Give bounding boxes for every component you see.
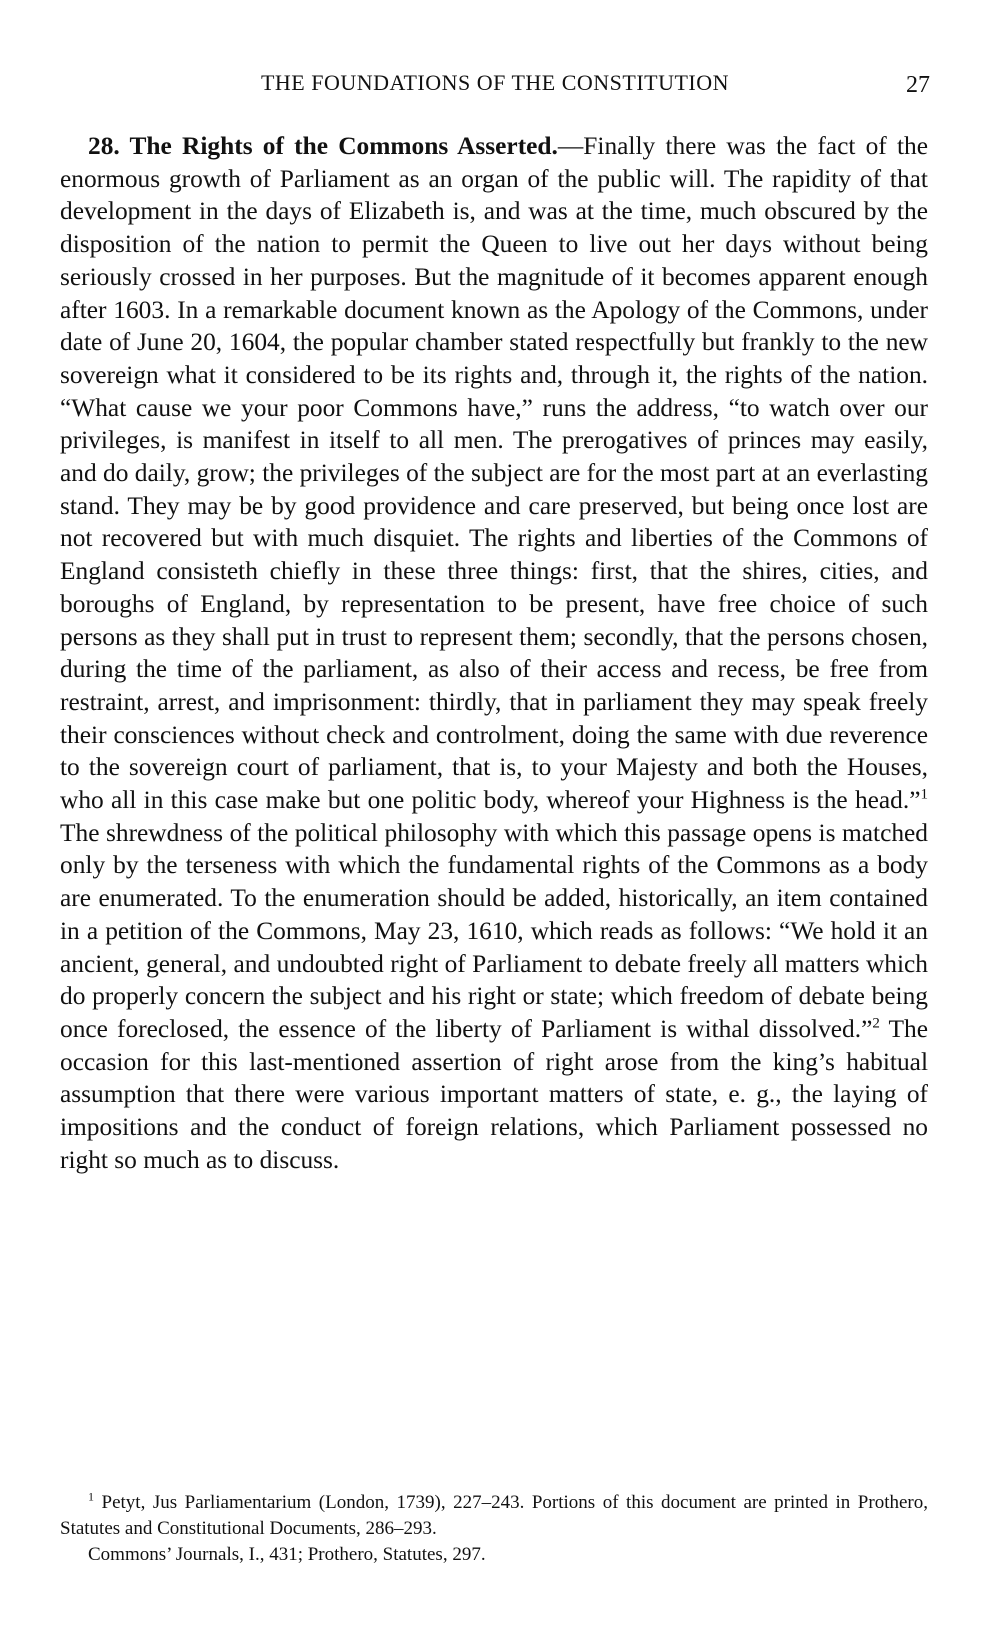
running-title: THE FOUNDATIONS OF THE CONSTITUTION <box>260 70 730 95</box>
section-paragraph <box>60 130 928 1177</box>
footnote-reference-1[interactable]: 1 <box>920 786 928 803</box>
footnote-1-text: Petyt, Jus Parliamentarium (London, 1739), 227–243. Portions of this document are printed in Prothero, Statutes and Constitutional Documents, 286–293. <box>60 1492 928 1539</box>
paragraph-text-part-1: —Finally there was the fact of the enormous growth of Parliament as an organ of the public will. The rapidity of that development in the days of Elizabeth is, and was at the time, much obscured by the disposition of the nation to permit the Queen to live out her days without being seriously crossed in her purposes. But the magnitude of it becomes apparent enough after 1603. In a remarkable document known as the Apology of the Commons, under date of June 20, 1604, the popular chamber stated respectfully but frankly to the new sovereign what it considered to be its rights and, through it, the rights of the nation. “What cause we your poor Commons have,” runs the address, “to watch over our privileges, is manifest in itself to all men. The prerogatives of princes may easily, and do daily, grow; the privileges of the subject are for the most part at an everlasting stand. They may be by good providence and care preserved, but being once lost are not recovered but with much disquiet. The rights and liberties of the Commons of England consisteth chiefly in these three things: first, that the shires, cities, and boroughs of England, by representation to be present, have free choice of such persons as they shall put in trust to represent them; secondly, that the persons chosen, during the time of the parliament, as also of their access and recess, be free from restraint, arrest, and imprisonment: thirdly, that in parliament they may speak freely their consciences without check and controlment, doing the same with due reverence to the sovereign court of parliament, that is, to your Majesty and both the Houses, who all in this case make but one politic body, whereof your Highness is the head.” <box>60 132 928 815</box>
footnote-reference-2[interactable]: 2 <box>872 1015 880 1032</box>
running-head <box>60 70 930 102</box>
footnote-1-marker: 1 <box>88 1489 94 1504</box>
footnote-2-text: Commons’ Journals, I., 431; Prothero, Statutes, 297. <box>88 1544 486 1565</box>
section-heading: 28. The Rights of the Commons Asserted. <box>88 132 558 160</box>
footnote-1 <box>60 1490 928 1542</box>
paragraph-text-part-3: The occasion for this last-mentioned assertion of right arose from the king’s habitual assumption that there were various important matters of state, e. g., the laying of impositions and the conduct of foreign relations, which Parliament possessed no right so much as to discuss. <box>60 1014 928 1174</box>
footnote-2 <box>60 1542 928 1568</box>
footnotes <box>60 1490 928 1568</box>
paragraph-text-part-2: The shrewdness of the political philosophy with which this passage opens is matched only by the terseness with which the fundamental rights of the Commons as a body are enumerated. To the enumeration should be added, historically, an item contained in a petition of the Commons, May 23, 1610, which reads as follows: “We hold it an ancient, general, and undoubted right of Parliament to debate freely all matters which do properly concern the subject and his right or state; which freedom of debate being once foreclosed, the essence of the liberty of Parliament is withal dissolved.” <box>60 818 928 1043</box>
page-number: 27 <box>906 72 930 98</box>
